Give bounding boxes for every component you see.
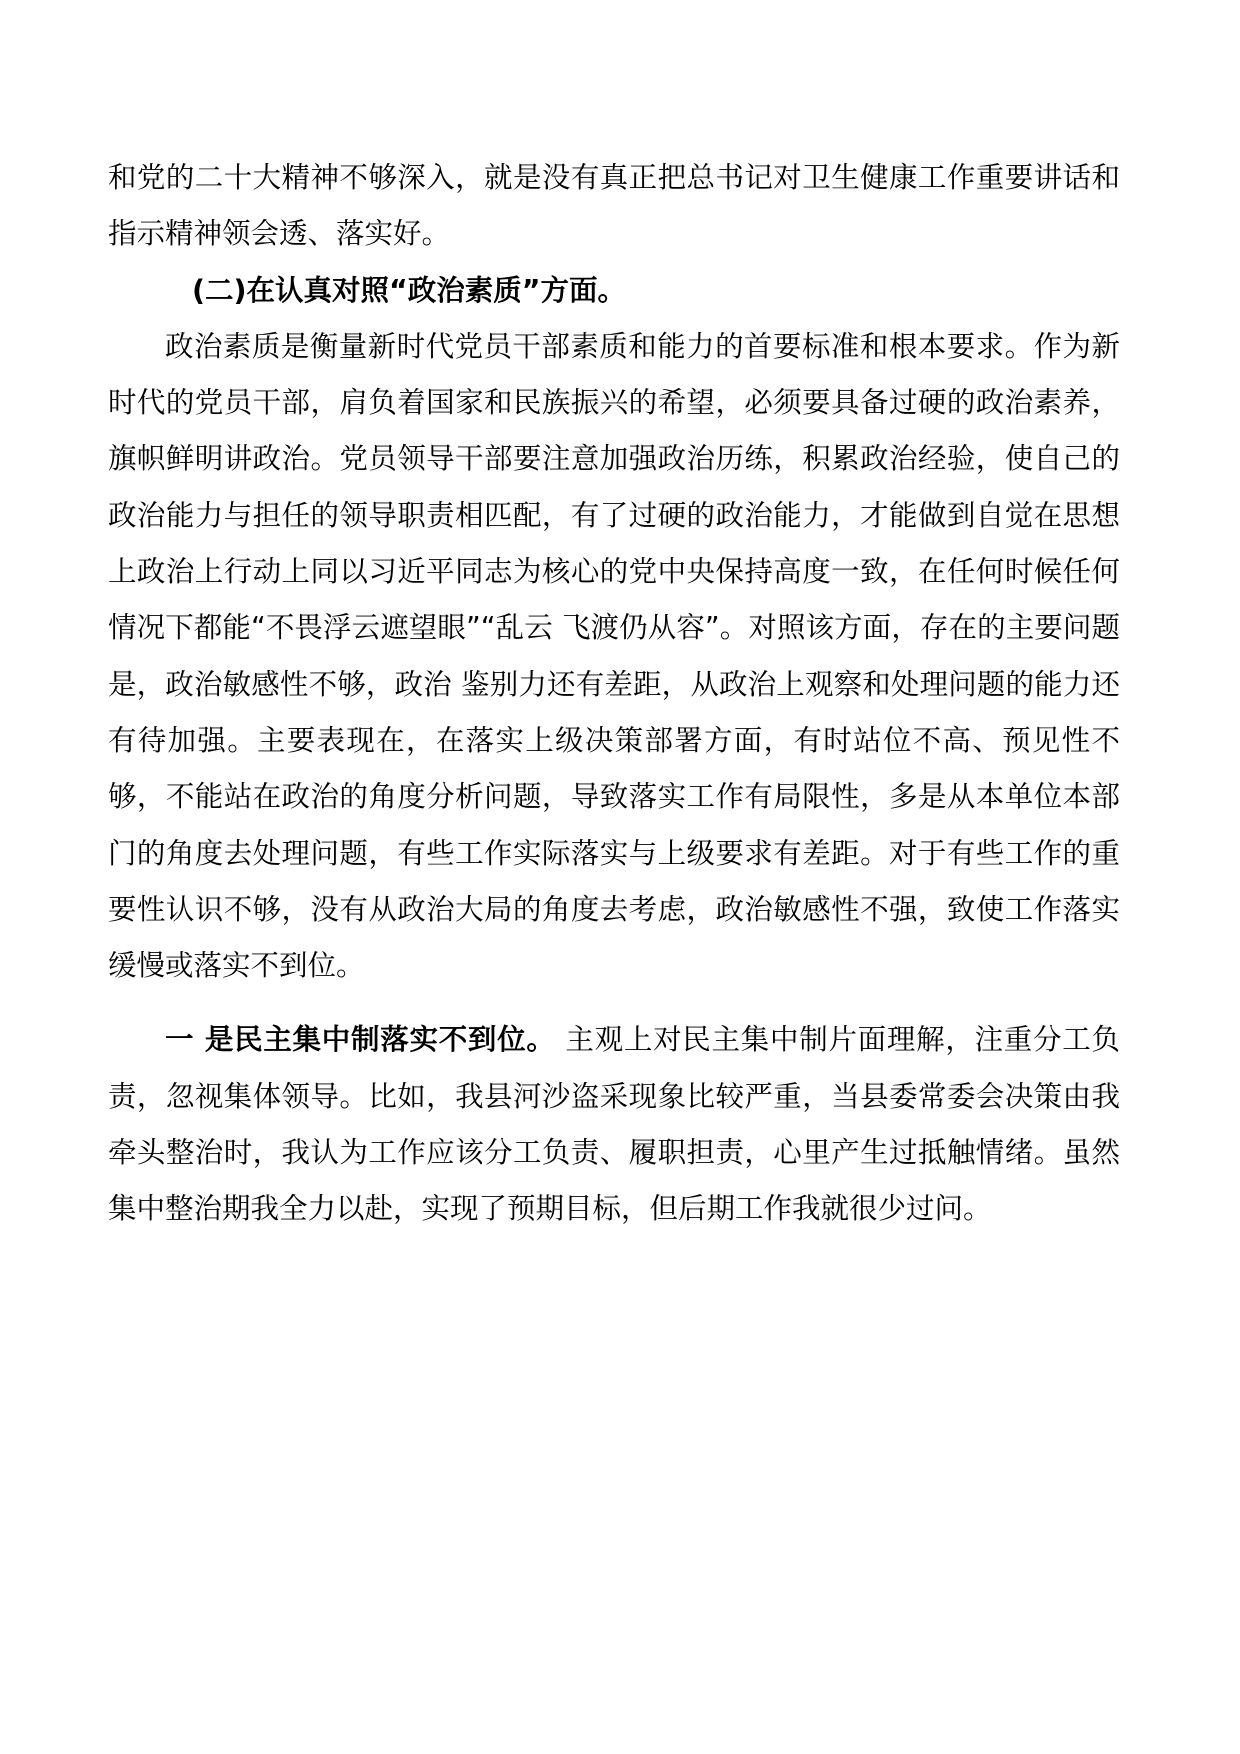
document-page <box>108 150 1120 1238</box>
paragraph-political-quality: 政治素质是衡量新时代党员干部素质和能力的首要标准和根本要求。作为新时代的党员干部，肩负着国家和民族振兴的希望，必须要具备过硬的政治素养，旗帜鲜明讲政治。党员领导干部要注意加强政治历练，积累政治经验，使自己的政治能力与担任的领导职责相匹配，有了过硬的政治能力，才能做到自觉在思想上政治上行动上同以习近平同志为核心的党中央保持高度一致，在任何时候任何情况下都能“不畏浮云遮望眼”“乱云 飞渡仍从容”。对照该方面，存在的主要问题是，政治敏感性不够，政治 鉴别力还有差距，从政治上观察和处理问题的能力还有待加强。主要表现在，在落实上级决策部署方面，有时站位不高、预见性不够，不能站在政治的角度分析问题，导致落实工作有局限性，多是从本单位本部门的角度去处理问题，有些工作实际落实与上级要求有差距。对于有些工作的重要性认识不够，没有从政治大局的角度去考虑，政治敏感性不强，致使工作落实缓慢或落实不到位。 <box>108 329 1120 983</box>
paragraph-democratic-centralism <box>108 1012 1120 1237</box>
section-heading: (二)在认真对照“政治素质”方面。 <box>192 273 627 307</box>
paragraph-lead-text: 一 是民主集中制落实不到位。 <box>165 1023 556 1057</box>
paragraph-continuation: 和党的二十大精神不够深入，就是没有真正把总书记对卫生健康工作重要讲话和指示精神领会透、落实好。 <box>108 161 1120 251</box>
paragraph-body-text: 主观上对民主集中制片面理解，注重分工负责，忽视集体领导。比如，我县河沙盗采现象比较严重，当县委常委会决策由我牵头整治时，我认为工作应该分工负责、履职担责，心里产生过抵触情绪。虽然集中整治期我全力以赴，实现了预期目标，但后期工作我就很少过问。 <box>108 1023 1120 1226</box>
